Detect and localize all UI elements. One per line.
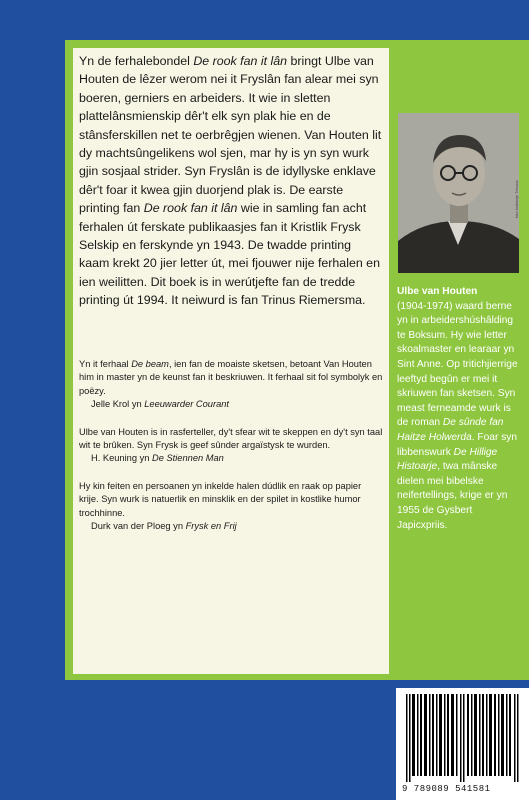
barcode-bars <box>406 694 519 782</box>
quote-text: Yn it ferhaal <box>79 359 132 369</box>
blurb-part: bringt Ulbe van Houten de lêzer werom nei it Fryslân fan alear mei syn boeren, gerniers en arbeiders. It wie in sletten plattelânsmienskip dêr't elk syn plak hie en de stânsferskillen net te oerbrêgjen wienen. Van Houten lit dy machtsûngelikens wol sjen, mar hy is yn syn wurk gjin sosjaal strider. Syn Fryslân is de idyllyske enklave dêr't foar it kwea gjin duorjend plak is. De earste printing fan <box>79 54 382 216</box>
quote-author: H. Keuning yn <box>91 453 152 464</box>
quote-publication: Leeuwarder Courant <box>144 399 229 410</box>
author-portrait <box>398 113 519 273</box>
bio-title: De sûnde fan Haitze Holwerda <box>397 417 504 443</box>
bio-paragraph <box>397 285 521 533</box>
quote-text: Ulbe van Houten is in rasferteller, dy't sfear wit te skeppen en dy't syn taal wit te brûken. Syn Frysk is geef sûnder argaïstysk te wurden. <box>79 426 383 451</box>
barcode <box>396 688 529 800</box>
bio-title: De Hillige Histoarje <box>397 446 498 473</box>
review-quote <box>79 426 383 466</box>
review-quotes <box>73 358 389 547</box>
book-title: De rook fan it lân <box>143 201 238 216</box>
blurb-text <box>73 52 389 310</box>
blurb-panel <box>73 48 389 674</box>
blurb-paragraph <box>79 52 383 310</box>
quote-source <box>79 452 383 465</box>
review-quote <box>79 480 383 534</box>
photo-credit: foto kolleksje Tresoar <box>514 180 519 218</box>
author-name: Ulbe van Houten <box>397 286 478 297</box>
author-bio <box>397 285 521 533</box>
quote-title: De beam <box>131 359 169 369</box>
blurb-part: Yn de ferhalebondel <box>79 54 194 68</box>
bio-text: . Foar syn libbenswurk <box>397 431 518 458</box>
review-quote <box>79 358 383 412</box>
isbn-number: 9 789089 541581 <box>402 784 491 794</box>
quote-publication: De Stiennen Man <box>151 453 224 464</box>
portrait-drawing <box>398 113 519 273</box>
bio-text: (1904-1974) waard berne yn in arbeidershúshâlding te Boksum. Hy wie letter skoalmaster en learaar yn Sint Anne. Op tritichjierrige leeftyd begûn er mei it skriuwen fan sketsen. Syn meast ferneamde wurk is de roman <box>397 300 518 429</box>
quote-text: Hy kin feiten en persoanen yn inkelde halen dúdlik en raak op papier krije. Syn wurk is natuerlik en minsklik en der spilet in kostlike humor trochhinne. <box>79 480 362 518</box>
quote-source <box>79 520 383 533</box>
quote-author: Jelle Krol yn <box>91 399 145 410</box>
blurb-part: wie in samling fan acht ferhalen út ferskate publikaasjes fan it Kristlik Frysk Selskip en ferskynde yn 1943. De twadde printing kaam krekt 20 jier letter út, mei fjouwer nije ferhalen en ien weilitten. Dit boek is in werútjefte fan de tredde printing út 1994. It neiwurd is fan Trinus Riemersma. <box>79 201 380 308</box>
quote-author: Durk van der Ploeg yn <box>91 521 186 532</box>
quote-publication: Frysk en Frij <box>185 521 237 532</box>
quote-text: , ien fan de moaiste sketsen, betoant Van Houten him in master yn de keunst fan it beskriuwen. It ferhaal sit fol symbolyk en poëzy. <box>79 359 383 396</box>
book-title: De rook fan it lân <box>193 54 288 68</box>
quote-source <box>79 398 383 411</box>
bio-text: , twa mânske dielen mei bibelske neifertellings, krige er yn 1955 de Gysbert Japicxpriis. <box>397 461 508 531</box>
